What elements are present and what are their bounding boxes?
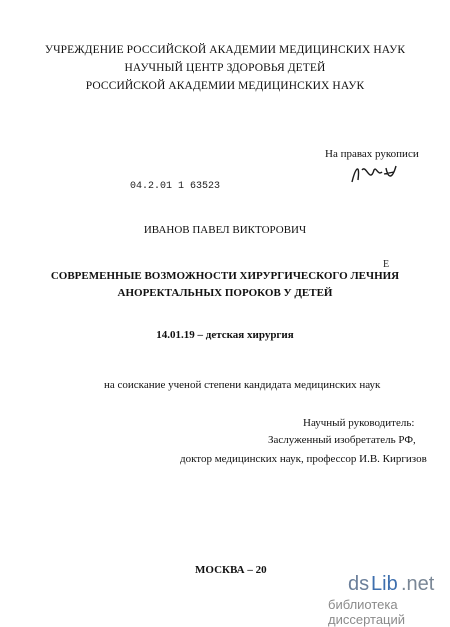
author-name: ИВАНОВ ПАВЕЛ ВИКТОРОВИЧ	[143, 224, 307, 236]
specialty-code: 14.01.19 – детская хирургия	[156, 329, 294, 341]
supervisor-line-2: доктор медицинских наук, профессор И.В. Киргизов	[180, 453, 427, 465]
city-year: МОСКВА – 20	[195, 564, 267, 576]
handwritten-correction: Е	[383, 259, 390, 270]
institution-line-3: РОССИЙСКОЙ АКАДЕМИИ МЕДИЦИНСКИХ НАУК	[85, 80, 365, 92]
institution-line-2: НАУЧНЫЙ ЦЕНТР ЗДОРОВЬЯ ДЕТЕЙ	[124, 62, 326, 74]
institution-line-1: УЧРЕЖДЕНИЕ РОССИЙСКОЙ АКАДЕМИИ МЕДИЦИНСКИХ НАУК	[44, 44, 406, 56]
dissertation-title-line-2: АНОРЕКТАЛЬНЫХ ПОРОКОВ У ДЕТЕЙ	[117, 287, 333, 299]
watermark-caption: библиотека диссертаций	[328, 597, 406, 627]
supervisor-line-1: Заслуженный изобретатель РФ,	[268, 434, 416, 446]
dslib-logo	[348, 572, 448, 594]
svg-text:ds: ds	[348, 573, 370, 594]
supervisor-label: Научный руководитель:	[303, 417, 415, 429]
handwritten-signature	[348, 160, 408, 188]
dissertation-title-line-1: СОВРЕМЕННЫЕ ВОЗМОЖНОСТИ ХИРУРГИЧЕСКОГО ЛЕЧНИЯ	[50, 270, 400, 282]
svg-text:Lib: Lib	[371, 573, 398, 594]
registration-stamp: 04.2.01 1 63523	[130, 181, 221, 192]
degree-purpose: на соискание ученой степени кандидата медицинских наук	[104, 379, 381, 391]
manuscript-note: На правах рукописи	[325, 148, 419, 160]
svg-text:.net: .net	[401, 573, 435, 594]
